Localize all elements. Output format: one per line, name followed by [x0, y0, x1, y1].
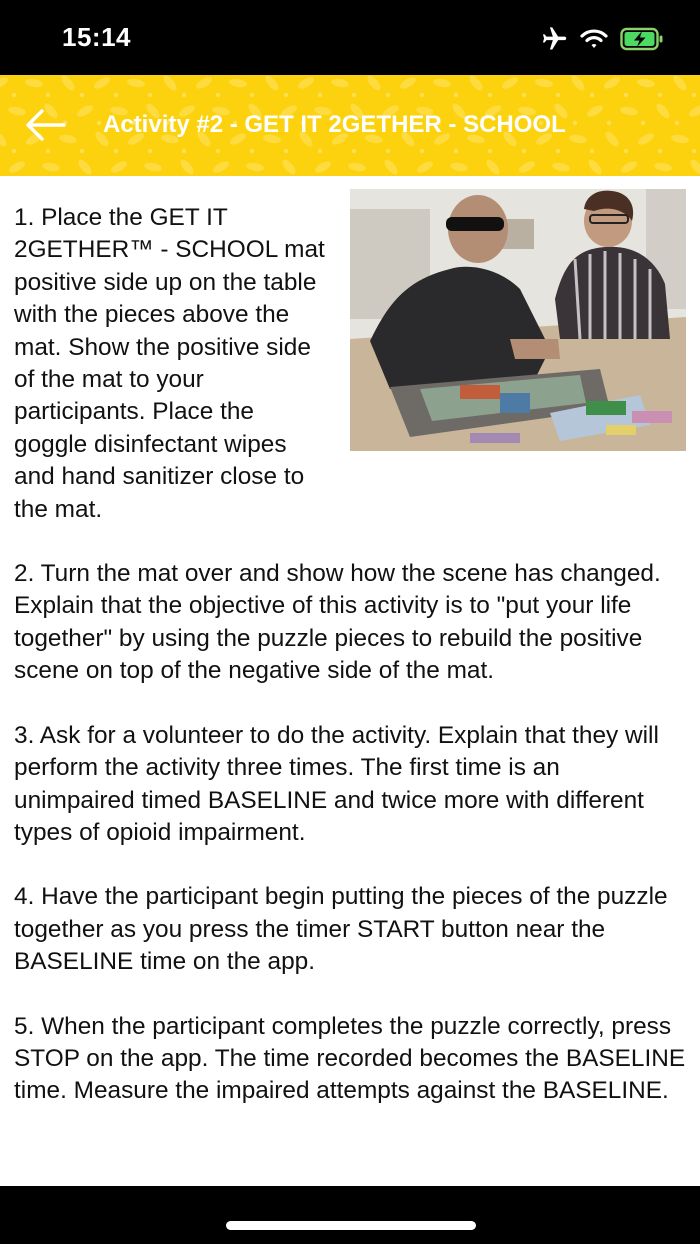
home-indicator[interactable]	[226, 1221, 476, 1230]
activity-photo	[350, 189, 686, 451]
header-bar	[0, 75, 700, 176]
wifi-icon	[580, 28, 608, 50]
step-3-text: 3. Ask for a volunteer to do the activity. Explain that they will perform the activity three times. The first time is an unimpaired timed BASELINE and twice more with different types of opioid impairment.	[14, 721, 659, 846]
status-bar	[0, 0, 700, 75]
arrow-left-icon	[18, 105, 72, 145]
activity-instructions	[14, 186, 686, 1140]
step-1-text: 1. Place the GET IT 2GETHER™ - SCHOOL mat positive side up on the table with the pieces above the mat. Show the positive side of the mat to your participants. Place the goggle disinfectant wipes and hand sanitizer close to the mat.	[14, 204, 325, 523]
home-indicator-bar	[0, 1186, 700, 1244]
step-5-text: 5. When the participant completes the puzzle correctly, press STOP on the app. The time recorded becomes the BASELINE time. Measure the impaired attempts against the BASELINE.	[14, 1012, 686, 1105]
back-button[interactable]	[18, 105, 72, 145]
status-time: 15:14	[62, 22, 131, 52]
page-title: Activity #2 - GET IT 2GETHER - SCHOOL	[103, 111, 566, 138]
step-2-text: 2. Turn the mat over and show how the scene has changed. Explain that the objective of this activity is to "put your life together" by using the puzzle pieces to rebuild the positive scene on top of the negative side of the mat.	[14, 560, 661, 685]
step-4-text: 4. Have the participant begin putting the pieces of the puzzle together as you press the timer START button near the BASELINE time on the app.	[14, 883, 668, 976]
airplane-icon	[540, 25, 568, 53]
battery-charging-icon	[620, 27, 664, 51]
status-icons	[540, 24, 664, 54]
